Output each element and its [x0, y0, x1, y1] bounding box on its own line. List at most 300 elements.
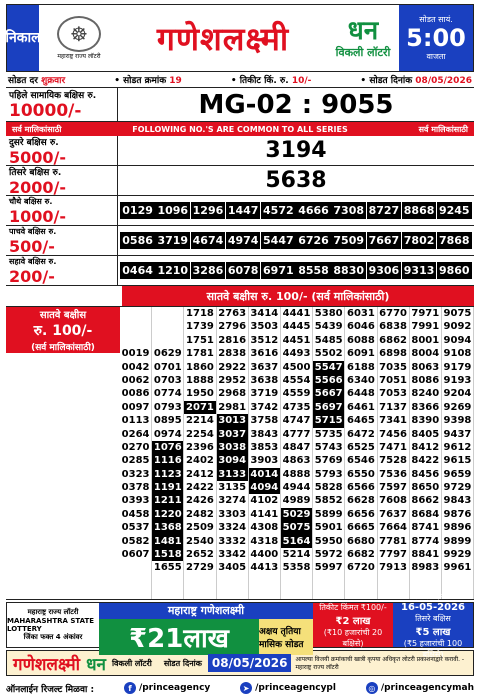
prize-7-number: 8366 — [411, 401, 440, 413]
prize-7-number: 3719 — [250, 388, 279, 400]
prize-7-number: 8086 — [411, 374, 440, 386]
prize-7-number: 3303 — [218, 508, 247, 520]
info-bar: सोडत दर शुक्रवार • सोडत क्रमांक 19 • तिकीट किं. रु. 10/- • सोडत दिनांक 08/05/2026 — [6, 72, 474, 88]
prize-7-number: 0607 — [121, 549, 150, 561]
prize-7-number: 0629 — [153, 348, 182, 360]
prize-7-number: 3405 — [218, 562, 247, 574]
prize-7-number: 4094 — [250, 482, 279, 494]
prize-1-row — [6, 88, 474, 122]
promo-brand-en: MAHARASHTRA STATE LOTTERY — [7, 617, 95, 633]
prize-7-number: 3094 — [218, 455, 247, 467]
prize-7-number: 6340 — [346, 374, 375, 386]
prize-7-number: 7781 — [379, 535, 408, 547]
prize-7-number: 1518 — [153, 549, 182, 561]
prize-7-number: 2922 — [218, 361, 247, 373]
prize-7-column — [249, 307, 281, 599]
prize-7-number: 4451 — [282, 334, 311, 346]
promo-date-label: सोडत दिनांक — [414, 591, 452, 601]
prize-7-number: 7528 — [379, 455, 408, 467]
prize-7-number: 9896 — [443, 522, 472, 534]
bottom-sodat: सोडत दिनांक — [163, 658, 202, 668]
prize-7-number: 0062 — [121, 374, 150, 386]
prize-7-number: 4944 — [282, 482, 311, 494]
prize-7-number: 1739 — [186, 321, 214, 333]
prize-number: 7667 — [368, 234, 400, 247]
prize-number: 4572 — [263, 204, 294, 217]
prize-7-number: 2729 — [186, 562, 214, 574]
prize-7-number: 9075 — [443, 308, 472, 319]
prize-7-number: 0097 — [121, 401, 150, 413]
prize-7-number: 0793 — [153, 401, 182, 413]
prize-7-number: 2968 — [218, 388, 247, 400]
prize-2-row — [6, 136, 474, 166]
prize-7-number: 9612 — [443, 441, 472, 453]
prize-7-number: 3324 — [218, 522, 247, 534]
prize-number: 0586 — [122, 234, 153, 247]
prize-7-number: 4888 — [282, 468, 311, 480]
prize-7-number: 5901 — [314, 522, 343, 534]
prize-7-number: 6898 — [379, 348, 408, 360]
prize-7-label-box — [6, 307, 120, 353]
prize-7-number: 9269 — [443, 401, 472, 413]
prize-7-number: 8650 — [411, 482, 440, 494]
prize-7-number: 5164 — [282, 535, 311, 547]
prize-7-number: 1076 — [153, 441, 182, 453]
prize-7-number: 0264 — [121, 428, 150, 440]
prize-7-number: 8004 — [411, 348, 440, 360]
prize-7-number: 0019 — [121, 348, 150, 360]
bottom-vikli: विकली लॉटरी — [111, 658, 152, 668]
prize-7-number — [120, 307, 151, 320]
prize-7-number: 4863 — [282, 455, 311, 467]
prize-7-number: 5485 — [314, 334, 343, 346]
prize-7-column — [184, 307, 216, 599]
emblem-icon: ☸ — [57, 16, 101, 52]
prize-7-number: 5852 — [314, 495, 343, 507]
date: 08/05/2026 — [415, 76, 472, 86]
prize-7-number: 9398 — [443, 415, 472, 427]
prize-7-number: 7991 — [411, 321, 440, 333]
prize-7-amount: रु. 100/- — [33, 323, 93, 339]
prize-7-number: 1751 — [186, 334, 214, 346]
prize-7-number: 4308 — [250, 522, 279, 534]
price: 10/- — [291, 76, 312, 86]
prize-7-number: 2652 — [186, 549, 214, 561]
prize-7-number: 1860 — [186, 361, 214, 373]
prize-7-number: 4847 — [282, 441, 311, 453]
prize-7-number: 7053 — [379, 388, 408, 400]
instagram-link[interactable]: /princeagencymah — [380, 683, 474, 693]
prize-7-number: 9659 — [443, 468, 472, 480]
nikal-badge: निकाल — [7, 5, 39, 71]
prize-7-number: 6525 — [346, 441, 375, 453]
bottom-note: आपल्या विजयी क्रमांकाची खात्री कृपया अधिकृत लोटरी प्रकाशनाद्वारे करावी. - महाराष्ट्र राज्य लॉटरी — [295, 656, 465, 671]
prize-7-number: 8405 — [411, 428, 440, 440]
prize-7-number: 7536 — [379, 468, 408, 480]
prize-7-number: 0703 — [153, 374, 182, 386]
prize-number: 8727 — [368, 204, 400, 217]
prize-7-number: 4735 — [282, 401, 311, 413]
prize-7-number: 4141 — [250, 508, 279, 520]
prize-7-number: 6550 — [346, 468, 375, 480]
prize-7-number: 5972 — [314, 549, 343, 561]
prize-7-number: 5735 — [314, 428, 343, 440]
promo-third: तिसरे बक्षिस — [415, 613, 451, 623]
facebook-icon: f — [124, 682, 136, 694]
prize-7-number: 5743 — [314, 441, 343, 453]
prize-5-row — [6, 226, 474, 256]
prize-7-number: 0113 — [121, 415, 150, 427]
prize-7-number: 0285 — [121, 455, 150, 467]
prize-7-number: 2952 — [218, 374, 247, 386]
prize-5-numbers — [118, 226, 474, 255]
price-label: तिकीट किं. रु. — [239, 76, 289, 86]
time-unit: वाजता — [426, 52, 446, 61]
prize-7-number: 9615 — [443, 455, 472, 467]
prize-7-number: 4554 — [282, 374, 311, 386]
prize-7-number: 2796 — [218, 321, 247, 333]
promo-third-amt: ₹5 लाख — [415, 626, 451, 638]
prize-7-number: 0086 — [121, 388, 150, 400]
draw-time — [399, 5, 473, 71]
prize-7-number: 4493 — [282, 348, 311, 360]
date-label: सोडत दिनांक — [369, 76, 413, 86]
prize-7-number: 3853 — [250, 441, 279, 453]
prize-7-number: 5075 — [282, 522, 311, 534]
prize-7-number: 0042 — [121, 361, 150, 373]
prize-7-number: 3742 — [250, 401, 279, 413]
prize-3-row — [6, 166, 474, 196]
prize-7-number: 3512 — [250, 334, 279, 346]
prize-number: 7868 — [438, 234, 470, 247]
prize-7-number: 6680 — [346, 535, 375, 547]
telegram-icon: ➤ — [240, 682, 252, 694]
prize-2-number: 3194 — [265, 138, 327, 163]
dhan-text: धन — [347, 15, 379, 46]
prize-7-number: 8662 — [411, 495, 440, 507]
prize-7-number: 7637 — [379, 508, 408, 520]
prize-6-label: सहावे बक्षिस रु. — [9, 256, 57, 266]
prize-7-number: 5769 — [314, 455, 343, 467]
prize-7-number: 8422 — [411, 455, 440, 467]
prize-7-number: 5502 — [314, 348, 343, 360]
promo-banner — [6, 591, 474, 659]
prize-2-amount: 5000/- — [9, 147, 67, 167]
prize-7-number: 9108 — [443, 348, 472, 360]
promo-date: 16-05-2026 — [401, 601, 465, 613]
promo-first-amt: ₹2 लाख — [335, 615, 371, 627]
prize-7-number: 6188 — [346, 361, 375, 373]
prize-7-number: 0323 — [121, 468, 150, 480]
prize-7-number: 3758 — [250, 415, 279, 427]
prize-7-column — [120, 307, 152, 599]
prize-4-label: चौथे बक्षिस रु. — [9, 196, 53, 206]
time-value: 5:00 — [406, 24, 466, 52]
prize-7-number: 4014 — [250, 468, 279, 480]
promo-jinka: जिंका फक्त 4 अंकांवर — [23, 633, 83, 641]
prize-7-number: 2816 — [218, 334, 247, 346]
prize-7-column — [410, 307, 442, 599]
prize-3-label: तिसरे बक्षिस रु. — [9, 167, 62, 178]
prize-7-number: 2838 — [218, 348, 247, 360]
prize-7-number: 6472 — [346, 428, 375, 440]
prize-number: 5447 — [263, 234, 294, 247]
prize-7-number: 3038 — [218, 441, 247, 453]
promo-brand: महाराष्ट्र राज्य लॉटरी — [27, 608, 79, 616]
prize-7-columns — [120, 307, 474, 599]
prize-7-number: 6088 — [346, 334, 375, 346]
prize-7-number: 1718 — [186, 308, 214, 319]
prize-3-number: 5638 — [265, 168, 327, 193]
prize-7-number: 1116 — [153, 455, 182, 467]
prize-7-number: 7471 — [379, 441, 408, 453]
prize-7-number: 2422 — [186, 482, 214, 494]
prize-6-row — [6, 256, 474, 286]
prize-7-number: 5715 — [314, 415, 343, 427]
social-label: ऑनलाईन रिजल्ट मिळवा : — [6, 684, 95, 695]
header — [6, 4, 474, 72]
prize-7-number: 7608 — [379, 495, 408, 507]
prize-6-amount: 200/- — [9, 266, 55, 286]
prize-7-number: 2254 — [186, 428, 214, 440]
prize-number: 9245 — [438, 204, 470, 217]
prize-7-number: 0895 — [153, 415, 182, 427]
prize-7-number: 8684 — [411, 508, 440, 520]
day-label: सोडत दर — [8, 76, 38, 86]
prize-number: 0129 — [122, 204, 153, 217]
prize-7-number: 6628 — [346, 495, 375, 507]
prize-number: 4974 — [227, 234, 259, 247]
prize-7-number: 8001 — [411, 334, 440, 346]
prize-7-number: 2396 — [186, 441, 214, 453]
prize-7-number: 0270 — [121, 441, 150, 453]
prize-7-number: 4318 — [250, 535, 279, 547]
prize-7-number: 9961 — [443, 562, 472, 574]
prize-7-number: 4559 — [282, 388, 311, 400]
prize-7-number: 5566 — [314, 374, 343, 386]
prize-7-note: (सर्व मालिकांसाठी) — [31, 343, 95, 353]
prize-7-number: 9092 — [443, 321, 472, 333]
prize-7-number: 9193 — [443, 374, 472, 386]
prize-3-amount: 2000/- — [9, 177, 67, 197]
prize-number: 8558 — [298, 264, 329, 277]
prize-7-number: 9843 — [443, 495, 472, 507]
prize-7-number: 7137 — [379, 401, 408, 413]
prize-number: 4674 — [192, 234, 224, 247]
prize-7-number: 7035 — [379, 361, 408, 373]
prize-7-number: 6448 — [346, 388, 375, 400]
prize-7-number: 3414 — [250, 308, 279, 319]
prize-7-number: 9437 — [443, 428, 472, 440]
common-left: सर्व मालिकांसाठी — [12, 124, 62, 134]
prize-7-number: 1220 — [153, 508, 182, 520]
prize-number: 1210 — [157, 264, 189, 277]
prize-7-number: 3133 — [218, 468, 247, 480]
prize-7-column — [217, 307, 249, 599]
prize-7-column — [378, 307, 410, 599]
prize-1-amount: 10000/- — [9, 101, 82, 121]
prize-7-number: 9929 — [443, 549, 472, 561]
promo-akshay: अक्षय तृतिया मासिक सोडत — [259, 619, 313, 655]
prize-7-column — [152, 307, 184, 599]
prize-7-number: 3274 — [218, 495, 247, 507]
prize-7-number: 0774 — [153, 388, 182, 400]
prize-number: 1447 — [227, 204, 259, 217]
prize-4-row — [6, 196, 474, 226]
prize-7-number: 3013 — [218, 415, 247, 427]
facebook-link[interactable]: /princeagency — [138, 683, 211, 693]
prize-number: 0464 — [122, 264, 153, 277]
prize-7-number: 0393 — [121, 495, 150, 507]
prize-7-number: 7913 — [379, 562, 408, 574]
prize-7-number: 1781 — [186, 348, 214, 360]
prize-7-number: 8412 — [411, 441, 440, 453]
dhan-block — [327, 5, 399, 71]
prize-7-number: 8983 — [411, 562, 440, 574]
prize-7-number: 7597 — [379, 482, 408, 494]
bottom-title: गणेशलक्ष्मी — [13, 654, 81, 675]
prize-7-number: 9204 — [443, 388, 472, 400]
prize-7-number: 7341 — [379, 415, 408, 427]
draw-label: सोडत क्रमांक — [123, 76, 167, 86]
prize-7-number: 4445 — [282, 321, 311, 333]
prize-7-column — [313, 307, 345, 599]
prize-7-number: 5439 — [314, 321, 343, 333]
prize-7-number: 2214 — [186, 415, 214, 427]
promo-big-prize: ₹21लाख — [99, 619, 259, 655]
prize-7-number: 9179 — [443, 361, 472, 373]
prize-number: 3286 — [192, 264, 224, 277]
prize-7-number: 6461 — [346, 401, 375, 413]
title-text: गणेशलक्ष्मी — [156, 19, 290, 58]
prize-7-number: 5380 — [314, 308, 343, 319]
draw-no: 19 — [169, 76, 182, 86]
time-label: सोडत सायं. — [419, 15, 453, 24]
prize-7-number: 4747 — [282, 415, 311, 427]
logo — [39, 5, 119, 71]
prize-7-number: 9094 — [443, 334, 472, 346]
prize-number: 6078 — [227, 264, 259, 277]
prize-7-number: 3637 — [250, 361, 279, 373]
prize-7-label: सातवे बक्षीस — [39, 310, 87, 321]
prize-number: 4666 — [298, 204, 329, 217]
prize-7-number: 6031 — [346, 308, 375, 319]
prize-7-number: 8741 — [411, 522, 440, 534]
prize-7-number: 4777 — [282, 428, 311, 440]
prize-7-number: 8390 — [411, 415, 440, 427]
prize-7-number: 1211 — [153, 495, 182, 507]
prize-7-number: 3843 — [250, 428, 279, 440]
prize-7-number: 2412 — [186, 468, 214, 480]
prize-number: 9860 — [438, 264, 470, 277]
common-right: सर्व मालिकांसाठी — [418, 124, 468, 134]
bottom-date: 08/05/2026 — [208, 654, 292, 672]
prize-7-number: 8063 — [411, 361, 440, 373]
prize-number: 1296 — [192, 204, 224, 217]
prize-7-number: 0974 — [153, 428, 182, 440]
prize-7-number: 6465 — [346, 415, 375, 427]
prize-7-number: 0378 — [121, 482, 150, 494]
prize-7-number: 3903 — [250, 455, 279, 467]
prize-7-number: 9899 — [443, 535, 472, 547]
prize-7-number: 4102 — [250, 495, 279, 507]
prize-7-number: 1123 — [153, 468, 182, 480]
prize-5-amount: 500/- — [9, 236, 55, 256]
prize-7-number: 6046 — [346, 321, 375, 333]
prize-7-number: 2402 — [186, 455, 214, 467]
prize-7-number: 5358 — [282, 562, 311, 574]
prize-6-numbers — [118, 256, 474, 285]
prize-7-number: 1888 — [186, 374, 214, 386]
prize-7-number: 0701 — [153, 361, 182, 373]
prize-7-number — [152, 307, 183, 320]
prize-7-header: सातवे बक्षीस रु. 100/- (सर्व मालिकांसाठी) — [122, 286, 474, 306]
prize-number: 7802 — [403, 234, 435, 247]
prize-7-number: 8774 — [411, 535, 440, 547]
prize-7-number: 9729 — [443, 482, 472, 494]
prize-7-number: 3332 — [218, 535, 247, 547]
prize-7-number: 8456 — [411, 468, 440, 480]
prize-7-number — [120, 320, 151, 333]
prize-7-number: 6665 — [346, 522, 375, 534]
prize-7-number: 2482 — [186, 508, 214, 520]
instagram-icon: ◎ — [366, 682, 378, 694]
prize-7-number: 2763 — [218, 308, 247, 319]
prize-7-number: 1950 — [186, 388, 214, 400]
social-bar — [6, 679, 474, 697]
prize-7-number: 6720 — [346, 562, 375, 574]
prize-7-number — [120, 561, 151, 574]
prize-7-column — [442, 307, 474, 599]
prize-7-number: 2071 — [186, 401, 214, 413]
title — [119, 5, 327, 71]
prize-7-number: 7797 — [379, 549, 408, 561]
prize-7-number: 3503 — [250, 321, 279, 333]
prize-7-number: 4413 — [250, 562, 279, 574]
prize-7-number — [120, 334, 151, 347]
vikli-text: विकली लॉटरी — [335, 45, 391, 59]
prize-number: 6971 — [263, 264, 294, 277]
prize-7-column — [345, 307, 377, 599]
prize-7-number: 1481 — [153, 535, 182, 547]
prize-7-grid — [6, 306, 474, 600]
prize-7-number: 6566 — [346, 482, 375, 494]
prize-7-number: 3037 — [218, 428, 247, 440]
prize-7-number: 4500 — [282, 361, 311, 373]
prize-number: 7308 — [333, 204, 365, 217]
prize-7-number: 5950 — [314, 535, 343, 547]
prize-7-number: 6091 — [346, 348, 375, 360]
prize-7-number: 6682 — [346, 549, 375, 561]
prize-7-column — [281, 307, 313, 599]
telegram-link[interactable]: /princeagencypl — [255, 683, 336, 693]
prize-7-number: 7456 — [379, 428, 408, 440]
prize-7-number: 9876 — [443, 508, 472, 520]
prize-number: 1096 — [157, 204, 189, 217]
prize-7-number: 6838 — [379, 321, 408, 333]
prize-7-number: 5793 — [314, 468, 343, 480]
prize-7-number: 3638 — [250, 374, 279, 386]
prize-7-number: 2509 — [186, 522, 214, 534]
prize-number: 7509 — [333, 234, 365, 247]
prize-7-number: 3616 — [250, 348, 279, 360]
prize-number: 6726 — [298, 234, 329, 247]
prize-7-number: 5899 — [314, 508, 343, 520]
prize-7-number: 5828 — [314, 482, 343, 494]
prize-7-number: 5697 — [314, 401, 343, 413]
prize-4-amount: 1000/- — [9, 206, 67, 226]
promo-title: महाराष्ट्र गणेशलक्ष्मी — [99, 603, 313, 619]
